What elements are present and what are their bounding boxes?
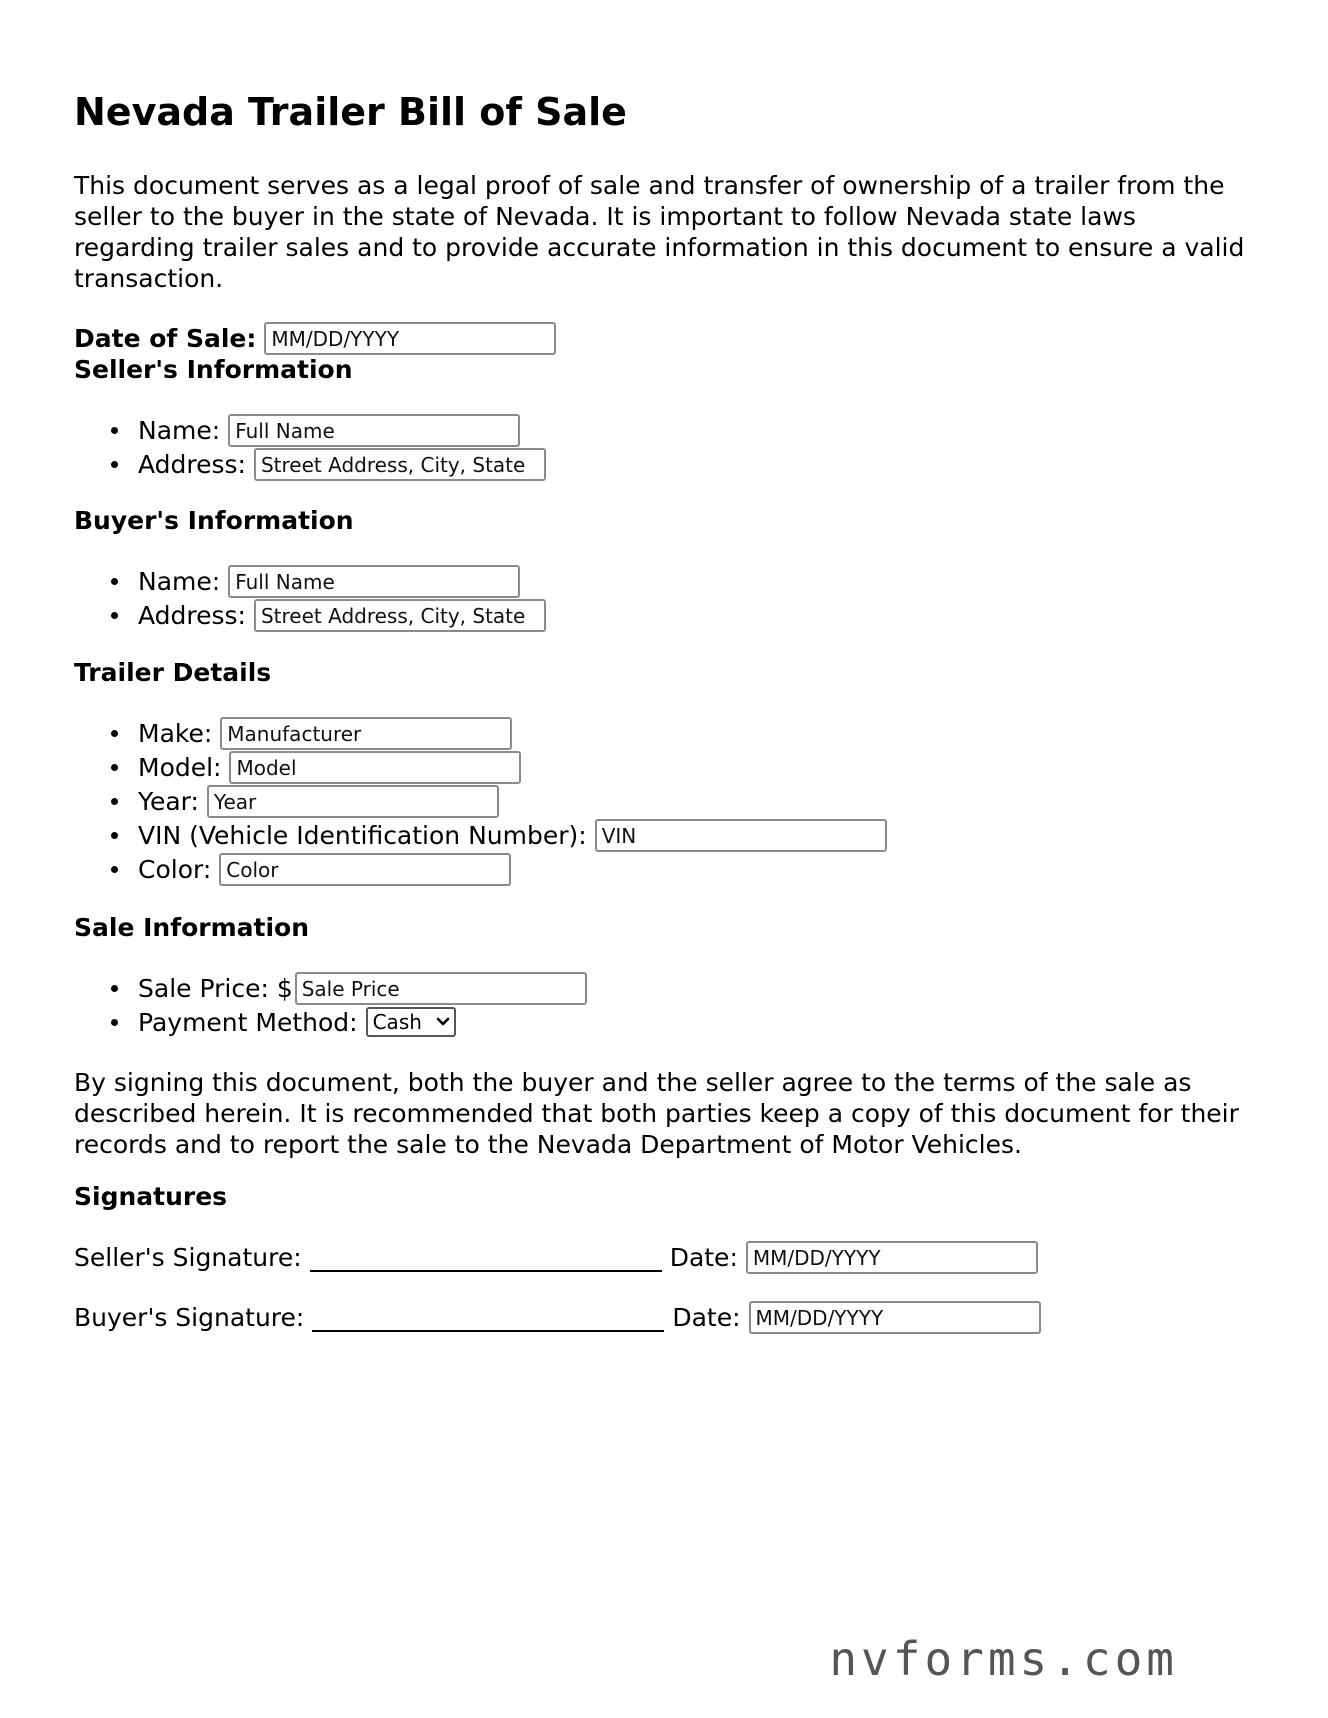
- buyer-signature-label: Buyer's Signature:: [74, 1303, 305, 1332]
- trailer-make-item: [74, 716, 887, 750]
- seller-address-label: Address:: [138, 449, 246, 479]
- buyer-date-input[interactable]: MM/DD/YYYY: [749, 1301, 1041, 1334]
- trailer-make-input[interactable]: Manufacturer: [220, 717, 512, 750]
- buyer-name-item: [74, 564, 546, 598]
- buyer-address-label: Address:: [138, 600, 246, 630]
- sale-price-item: [74, 971, 587, 1005]
- trailer-color-item: [74, 852, 887, 886]
- sale-price-label: Sale Price: $: [138, 973, 293, 1003]
- trailer-model-label: Model:: [138, 752, 222, 782]
- payment-method-select[interactable]: [366, 1007, 456, 1037]
- buyer-address-input[interactable]: Street Address, City, State: [254, 599, 546, 632]
- seller-date-label: Date:: [669, 1243, 738, 1272]
- buyer-address-item: [74, 598, 546, 632]
- trailer-model-item: [74, 750, 887, 784]
- chevron-down-icon: [436, 1017, 450, 1027]
- page-title: Nevada Trailer Bill of Sale: [74, 90, 627, 134]
- buyer-signature-line[interactable]: [312, 1304, 664, 1332]
- trailer-year-input[interactable]: Year: [207, 785, 499, 818]
- seller-address-input[interactable]: Street Address, City, State: [254, 448, 546, 481]
- payment-method-value: Cash: [372, 1010, 422, 1034]
- seller-date-input[interactable]: MM/DD/YYYY: [746, 1241, 1038, 1274]
- trailer-vin-item: [74, 818, 887, 852]
- seller-name-label: Name:: [138, 415, 221, 445]
- seller-name-item: [74, 413, 546, 447]
- seller-address-item: [74, 447, 546, 481]
- seller-signature-row: [74, 1241, 1038, 1274]
- trailer-color-label: Color:: [138, 854, 212, 884]
- seller-signature-line[interactable]: [310, 1244, 662, 1272]
- buyer-list: [74, 564, 546, 632]
- signatures-heading: Signatures: [74, 1182, 228, 1211]
- trailer-model-input[interactable]: Model: [229, 751, 521, 784]
- intro-paragraph: This document serves as a legal proof of sale and transfer of ownership of a trailer from the seller to the buyer in the state of Nevada. It is important to follow Nevada state laws regarding trailer sales and to provide accurate information in this document to ensure a valid transaction.: [74, 171, 1245, 293]
- trailer-year-item: [74, 784, 887, 818]
- sale-price-input[interactable]: Sale Price: [295, 972, 587, 1005]
- date-of-sale-row: [74, 322, 556, 355]
- seller-name-input[interactable]: Full Name: [228, 414, 520, 447]
- buyer-name-label: Name:: [138, 566, 221, 596]
- trailer-make-label: Make:: [138, 718, 213, 748]
- trailer-vin-input[interactable]: VIN: [595, 819, 887, 852]
- buyer-name-input[interactable]: Full Name: [228, 565, 520, 598]
- agreement-paragraph: By signing this document, both the buyer and the seller agree to the terms of the sale as described herein. It is recommended that both parties keep a copy of this document for their records and to report the sale to the Nevada Department of Motor Vehicles.: [74, 1068, 1239, 1159]
- seller-heading: Seller's Information: [74, 355, 353, 384]
- sale-heading: Sale Information: [74, 913, 309, 942]
- payment-method-item: [74, 1005, 587, 1039]
- buyer-date-label: Date:: [672, 1303, 741, 1332]
- trailer-list: [74, 716, 887, 886]
- trailer-color-input[interactable]: Color: [219, 853, 511, 886]
- trailer-vin-label: VIN (Vehicle Identification Number):: [138, 820, 587, 850]
- buyer-heading: Buyer's Information: [74, 506, 354, 535]
- date-of-sale-input[interactable]: MM/DD/YYYY: [264, 322, 556, 355]
- date-of-sale-label: Date of Sale:: [74, 324, 257, 353]
- buyer-signature-row: [74, 1301, 1041, 1334]
- seller-list: [74, 413, 546, 481]
- trailer-heading: Trailer Details: [74, 658, 272, 687]
- trailer-year-label: Year:: [138, 786, 199, 816]
- payment-method-label: Payment Method:: [138, 1007, 358, 1037]
- watermark: nvforms.com: [829, 1632, 1178, 1686]
- seller-signature-label: Seller's Signature:: [74, 1243, 302, 1272]
- sale-list: [74, 971, 587, 1039]
